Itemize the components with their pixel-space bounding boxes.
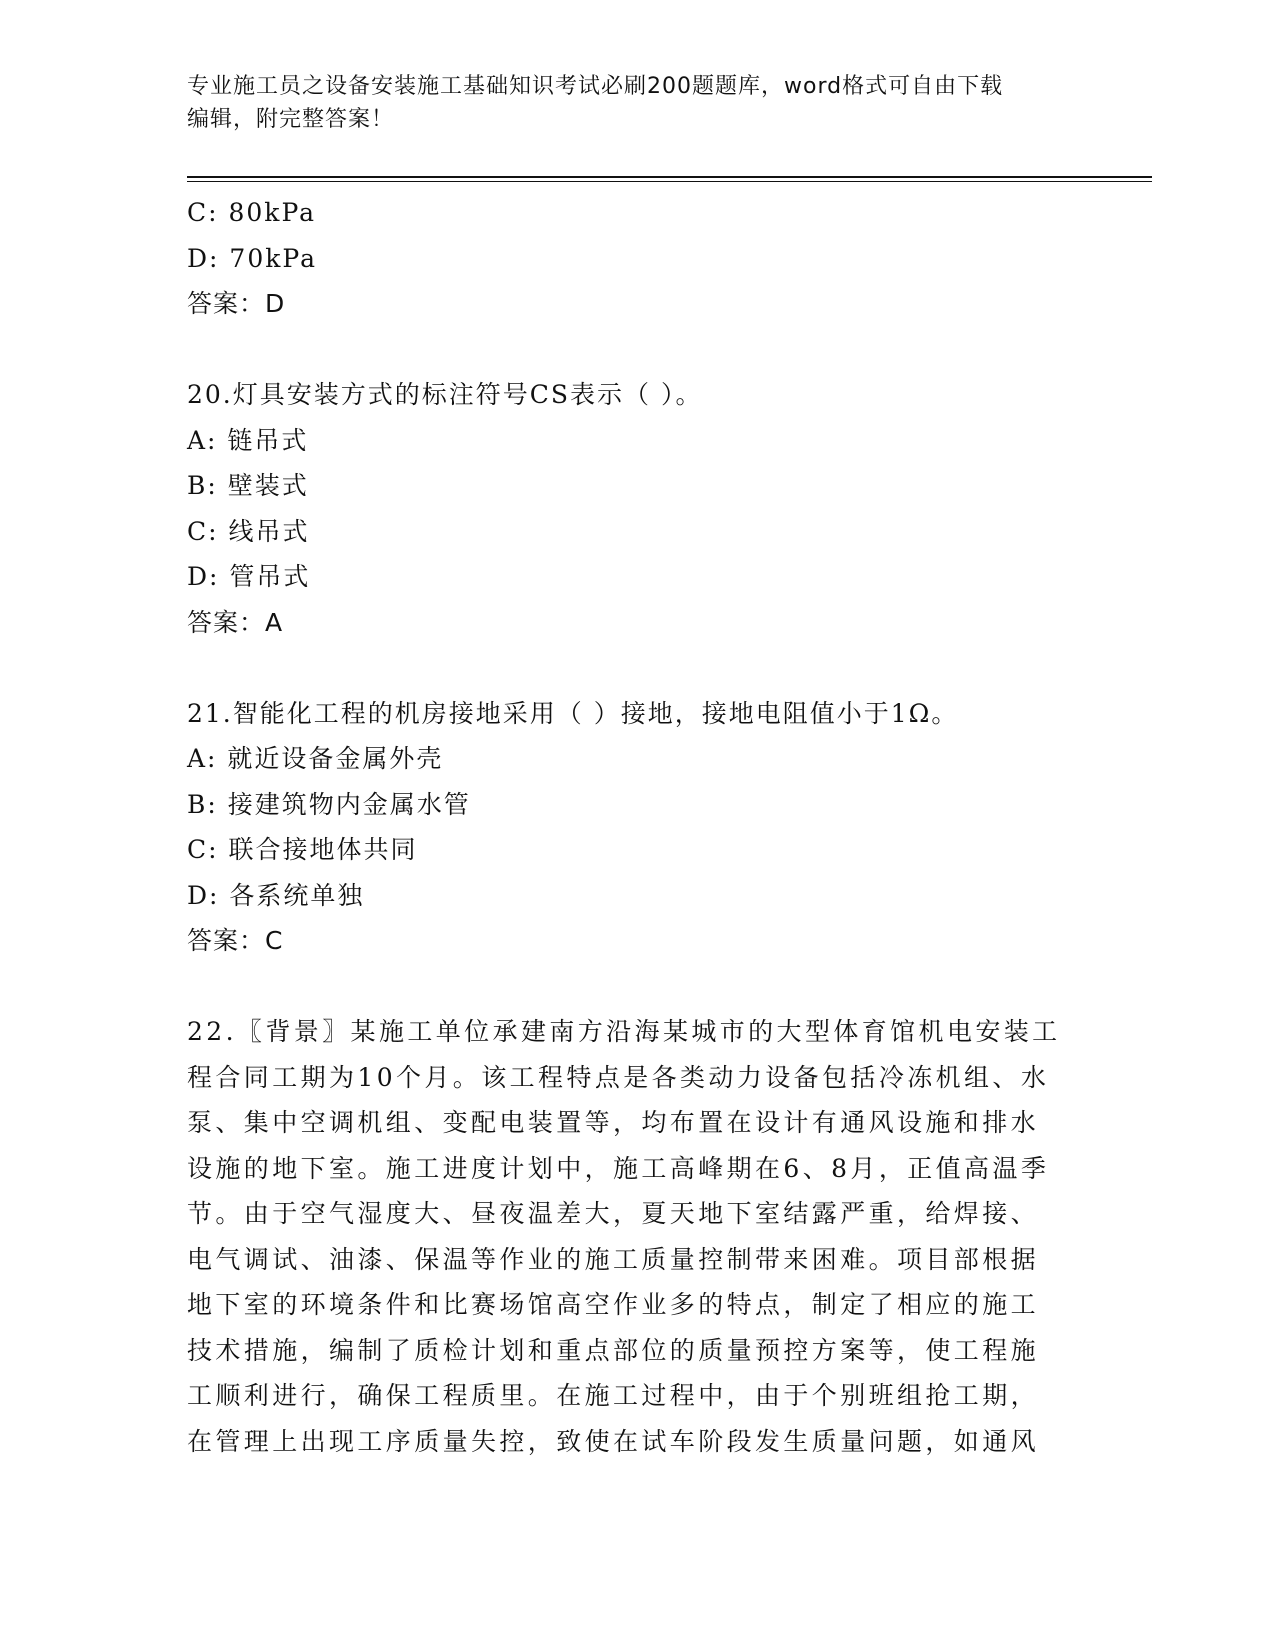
option-c: C: 联合接地体共同	[187, 835, 418, 864]
question-20	[187, 372, 1087, 645]
paragraph-line: 程合同工期为10个月。该工程特点是各类动力设备包括冷冻机组、水	[187, 1062, 1050, 1092]
page-header	[187, 70, 1077, 136]
option-c: C: 线吊式	[187, 516, 310, 546]
option-c: C: 80kPa	[187, 198, 317, 227]
paragraph-line: 22.〖背景〗某施工单位承建南方沿海某城市的大型体育馆机电安装工	[187, 1017, 1061, 1046]
question-text: 21.智能化工程的机房接地采用（ ）接地，接地电阻值小于1Ω。	[187, 698, 959, 728]
paragraph-line: 工顺利进行，确保工程质里。在施工过程中，由于个别班组抢工期，	[187, 1381, 1040, 1410]
option-b: B: 壁装式	[187, 471, 309, 500]
header-line-2: 编辑，附完整答案！	[187, 107, 395, 132]
paragraph-line: 技术措施，编制了质检计划和重点部位的质量预控方案等，使工程施	[187, 1335, 1040, 1365]
spacer	[187, 327, 1087, 373]
header-rule-thin	[187, 181, 1152, 182]
paragraph-line: 地下室的环境条件和比赛场馆高空作业多的特点，制定了相应的施工	[187, 1290, 1040, 1319]
answer: 答案：A	[187, 607, 284, 637]
header-line-1: 专业施工员之设备安装施工基础知识考试必刷200题题库，word格式可自由下载	[187, 74, 1004, 99]
answer: 答案：D	[187, 289, 286, 318]
question-22	[187, 1009, 1087, 1464]
question-19-tail	[187, 190, 1087, 327]
paragraph-line: 在管理上出现工序质量失控，致使在试车阶段发生质量问题，如通风	[187, 1426, 1040, 1456]
option-d: D: 管吊式	[187, 562, 311, 591]
option-d: D: 70kPa	[187, 243, 317, 273]
paragraph-line: 电气调试、油漆、保温等作业的施工质量控制带来困难。项目部根据	[187, 1244, 1040, 1274]
spacer	[187, 964, 1087, 1010]
option-a: A: 就近设备金属外壳	[187, 744, 444, 773]
question-21	[187, 691, 1087, 964]
document-body	[187, 190, 1087, 1464]
paragraph-line: 泵、集中空调机组、变配电装置等，均布置在设计有通风设施和排水	[187, 1108, 1040, 1137]
option-a: A: 链吊式	[187, 425, 309, 455]
option-d: D: 各系统单独	[187, 880, 365, 910]
paragraph-line: 设施的地下室。施工进度计划中，施工高峰期在6、8月，正值高温季	[187, 1153, 1050, 1183]
answer: 答案：C	[187, 926, 284, 955]
paragraph-line: 节。由于空气湿度大、昼夜温差大，夏天地下室结露严重，给焊接、	[187, 1199, 1040, 1228]
question-text: 20.灯具安装方式的标注符号CS表示（ ）。	[187, 380, 703, 409]
option-b: B: 接建筑物内金属水管	[187, 789, 471, 819]
header-rule-thick	[187, 176, 1152, 178]
spacer	[187, 645, 1087, 691]
